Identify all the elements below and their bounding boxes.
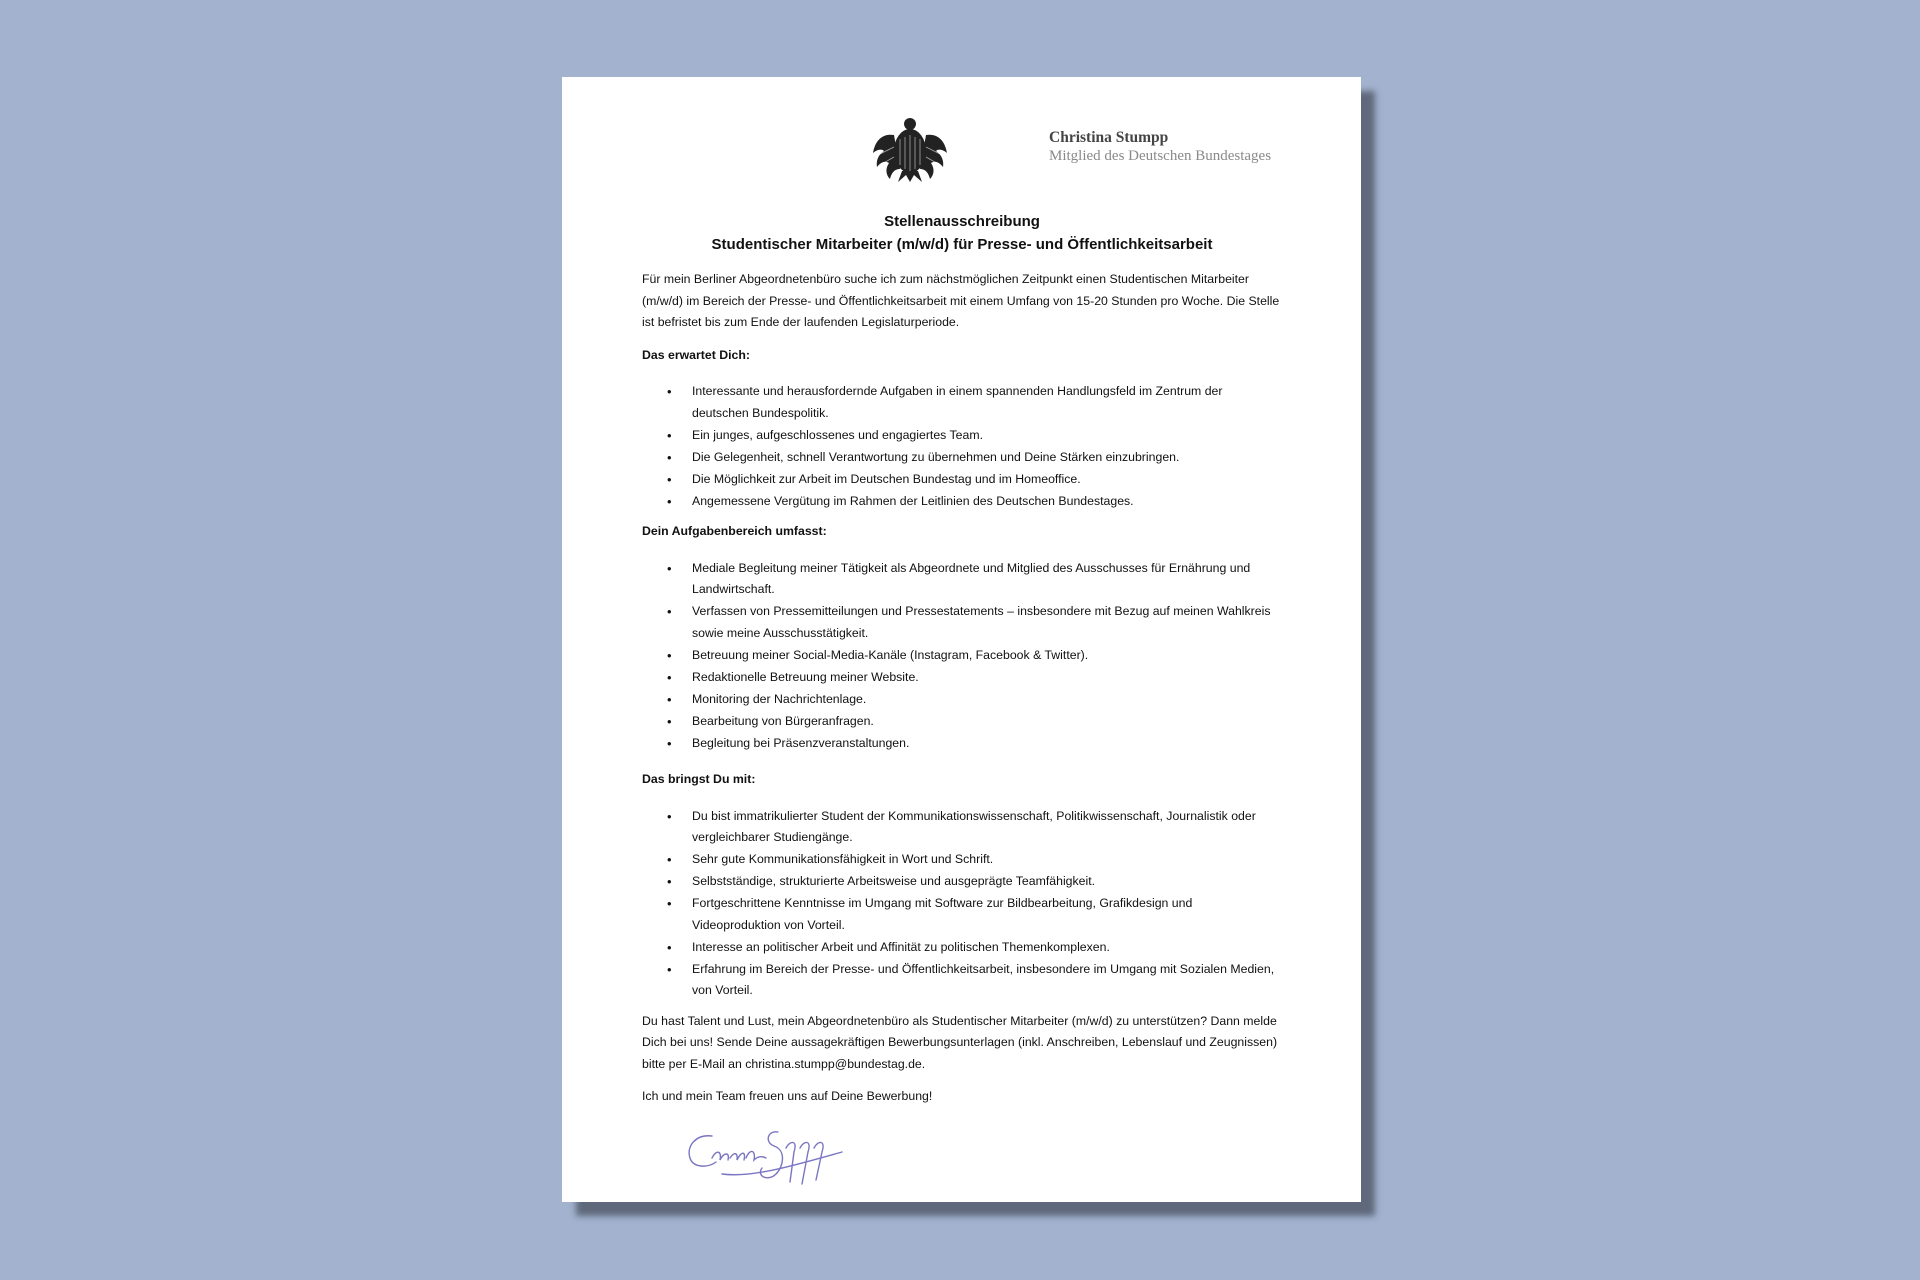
list-item: • Interessante und herausfordernde Aufgaben in einem spannenden Handlungsfeld im Zentrum der deutschen Bundespolitik. [692, 381, 1282, 424]
document-body [642, 211, 1282, 1119]
list-item: • Fortgeschrittene Kenntnisse im Umgang mit Software zur Bildbearbeitung, Grafikdesign und Videoproduktion von Vorteil. [692, 893, 1282, 936]
list-item: • Sehr gute Kommunikationsfähigkeit in Wort und Schrift. [692, 849, 1282, 871]
list-item: • Die Gelegenheit, schnell Verantwortung zu übernehmen und Deine Stärken einzubringen. [692, 447, 1282, 469]
list-item: • Interesse an politischer Arbeit und Affinität zu politischen Themenkomplexen. [692, 937, 1282, 959]
list-item: • Erfahrung im Bereich der Presse- und Öffentlichkeitsarbeit, insbesondere im Umgang mit Sozialen Medien, von Vorteil. [692, 959, 1282, 1002]
list-item: • Bearbeitung von Bürgeranfragen. [692, 711, 1282, 733]
section-heading-requirements: Das bringst Du mit: [642, 772, 756, 786]
list-item: • Ein junges, aufgeschlossenes und engagiertes Team. [692, 425, 1282, 447]
requirements-list [642, 806, 1282, 1002]
list-item: • Du bist immatrikulierter Student der Kommunikationswissenschaft, Politikwissenschaft, Journalistik oder vergleichbarer Studiengänge. [692, 806, 1282, 849]
expectations-list [642, 381, 1282, 512]
list-item: • Die Möglichkeit zur Arbeit im Deutschen Bundestag und im Homeoffice. [692, 469, 1282, 491]
list-item: • Monitoring der Nachrichtenlage. [692, 689, 1282, 711]
signature-image [682, 1122, 862, 1192]
section-heading-expectations: Das erwartet Dich: [642, 347, 750, 362]
document-title: Stellenausschreibung [884, 213, 1040, 230]
member-role: Mitglied des Deutschen Bundestages [1049, 148, 1272, 164]
list-item: • Mediale Begleitung meiner Tätigkeit als Abgeordnete und Mitglied des Ausschusses für Ernährung und Landwirtschaft. [692, 558, 1282, 601]
document-page [562, 77, 1361, 1202]
document-subtitle: Studentischer Mitarbeiter (m/w/d) für Presse- und Öffentlichkeitsarbeit [711, 236, 1213, 253]
list-item: • Begleitung bei Präsenzveranstaltungen. [692, 733, 1282, 755]
signoff-line: Ich und mein Team freuen uns auf Deine Bewerbung! [642, 1089, 933, 1103]
letterhead [562, 77, 1361, 187]
list-item: • Redaktionelle Betreuung meiner Website. [692, 667, 1282, 689]
member-info [1049, 129, 1271, 165]
bundestag-eagle-icon [872, 115, 948, 183]
section-heading-tasks: Dein Aufgabenbereich umfasst: [642, 524, 827, 538]
list-item: • Verfassen von Pressemitteilungen und Pressestatements – insbesondere mit Bezug auf meinen Wahlkreis sowie meine Ausschusstätigkeit. [692, 601, 1282, 644]
list-item: • Angemessene Vergütung im Rahmen der Leitlinien des Deutschen Bundestages. [692, 491, 1282, 513]
tasks-list [642, 558, 1282, 755]
intro-paragraph: Für mein Berliner Abgeordnetenbüro suche ich zum nächstmöglichen Zeitpunkt einen Studentischen Mitarbeiter (m/w/d) im Bereich der Presse- und Öffentlichkeitsarbeit mit einem Umfang von 15-20 Stunden pro Woche. Die Stelle ist befristet bis zum Ende der laufenden Legislaturperiode. [642, 272, 1280, 329]
list-item: • Selbstständige, strukturierte Arbeitsweise und ausgeprägte Teamfähigkeit. [692, 871, 1282, 893]
member-name: Christina Stumpp [1049, 129, 1169, 146]
closing-paragraph: Du hast Talent und Lust, mein Abgeordnetenbüro als Studentischer Mitarbeiter (m/w/d) zu unterstützen? Dann melde Dich bei uns! Sende Deine aussagekräftigen Bewerbungsunterlagen (inkl. Anschreiben, Lebenslauf und Zeugnissen) bitte per E-Mail an christina.stumpp@bundestag.de. [642, 1013, 1278, 1071]
list-item: • Betreuung meiner Social-Media-Kanäle (Instagram, Facebook & Twitter). [692, 645, 1282, 667]
